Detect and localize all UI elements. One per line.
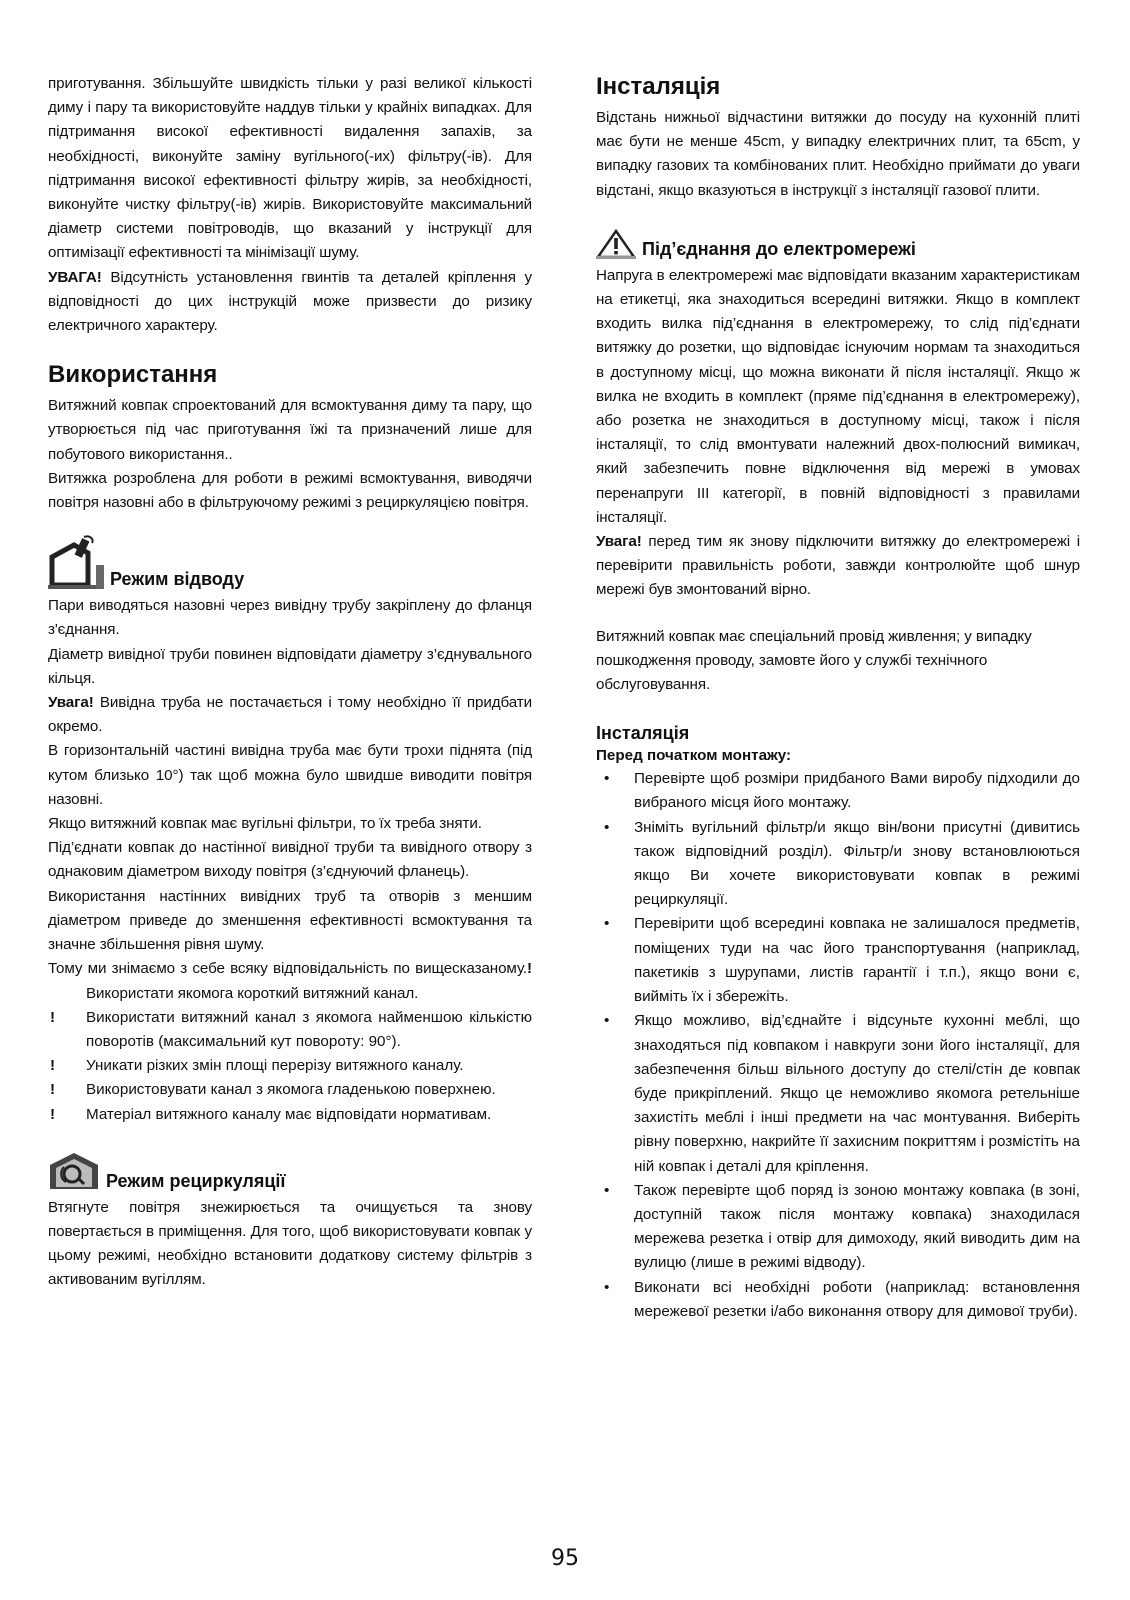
- intro-warning: [48, 266, 532, 339]
- exclamation-mark: !: [50, 1057, 56, 1075]
- electric-paragraph-2: Витяжний ковпак має спеціальний провід живлення; у випадку пошкодження проводу, замовте його у службі технічного обслуговування.: [596, 627, 1032, 694]
- list-item-text: Використати витяжний канал з якомога найменшою кількістю поворотів (максимальний кут повороту: 90°).: [86, 1008, 532, 1050]
- list-item-text: Використовувати канал з якомога гладенькою поверхнею.: [86, 1081, 496, 1099]
- exhaust-paragraph-5: Під’єднати ковпак до настінної вивідної труби та вивідного отвору з однаковим діаметром виходу повітря (з’єднуючий фланець).: [48, 839, 532, 881]
- exhaust-paragraph-6: Використання настінних вивідних труб та отворів з меншим діаметром приведе до зменшення ефективності всмоктування та значне збільшення рівня шуму.: [48, 887, 532, 954]
- bullet-mark: •: [604, 1181, 610, 1199]
- list-item: [48, 1054, 532, 1078]
- usage-paragraph-1: Витяжний ковпак спроектований для всмоктування диму та пару, що утворюється під час приготування їжі та призначений лише для побутового використання..: [48, 397, 532, 463]
- bullet-mark: •: [604, 1012, 610, 1030]
- warning-label: Увага!: [48, 694, 94, 712]
- list-item-text: Перевірте щоб розміри придбаного Вами виробу підходили до вибраного місця його монтажу.: [634, 770, 1080, 812]
- recirc-paragraph: Втягнуте повітря знежирюється та очищується та знову повертається в приміщення. Для того, щоб використовувати ковпак у цьому режимі, необхідно встановити додаткову систему фільтрів з активованим вугіллям.: [48, 1198, 532, 1289]
- exhaust-bullet-list: [48, 1006, 532, 1127]
- exhaust-p7-text-b: Використати якомога короткий витяжний канал.: [86, 984, 419, 1002]
- electric-paragraph-1: Напруга в електромережі має відповідати вказаним характеристикам на етикетці, яка знаходиться всередині витяжки. Якщо в комплект входить вилка під’єднання в електромережу, то слід під’єднати витяжку до розетки, що відповідає існуючим нормам та знаходиться в доступному місці, що можна виконати й після інсталяції. Якщо ж вилка не входить в комплект (пряме під’єднання в електромережу), або розетка не знаходиться в доступному місці, також і після інсталяції, то слід вмонтувати належний двох-полюсний вимикач, який забезпечить повне відключення від мережі в умовах перенапруги ІІІ категорії, в повній відповідності з правилами інсталяції.: [596, 266, 1080, 526]
- list-item: [596, 1276, 1080, 1324]
- installation-paragraph: Відстань нижньої відчастини витяжки до посуду на кухонній плиті має бути не менше 45cm, у випадку електричних плит, та 65cm, у випадку газових та комбінованих плит. Необхідно приймати до уваги відстані, якщо вказуються в інструкції з інсталяції газової плити.: [596, 109, 1080, 199]
- before-installation-list: [596, 767, 1080, 1324]
- usage-paragraph-2: Витяжка розроблена для роботи в режимі всмоктування, виводячи повітря назовні або в фільтруючому режимі з рециркуляцією повітря.: [48, 469, 532, 512]
- recirculation-mode-icon: [48, 1151, 100, 1196]
- right-column: [596, 72, 1080, 1324]
- bullet-mark: •: [604, 915, 610, 933]
- exclamation-mark: !: [50, 1105, 56, 1123]
- bullet-mark: •: [604, 818, 610, 836]
- list-item: [48, 1078, 532, 1102]
- warning-triangle-icon: [596, 229, 636, 264]
- exclamation-mark: !: [50, 1081, 56, 1099]
- list-item-text: Виконати всі необхідні роботи (наприклад: встановлення мережевої резетки і/або виконання отвору для димової труби).: [634, 1278, 1080, 1320]
- list-item: [596, 912, 1080, 1009]
- exclamation-mark: !: [527, 960, 532, 978]
- left-column: [48, 72, 532, 1293]
- electric-title: Під’єднання до електромережі: [642, 238, 916, 259]
- warning-text: перед тим як знову підключити витяжку до електромережі і перевірити правильність роботи, завжди контролюйте щоб шнур мережі був змонтований вірно.: [596, 533, 1080, 599]
- bullet-mark: •: [604, 1278, 610, 1296]
- list-item-text: Перевірити щоб всередині ковпака не залишалося предметів, поміщених туди на час його транспортування (наприклад, пакетиків з шурупами, листів гарантії і т.п.), якщо вони є, вийміть їх і збережіть.: [634, 915, 1080, 1006]
- electric-warning: [596, 530, 1080, 603]
- list-item: [596, 816, 1080, 913]
- exhaust-paragraph-4: Якщо витяжний ковпак має вугільні фільтри, то їх треба зняти.: [48, 815, 482, 833]
- exhaust-paragraph-1: Пари виводяться назовні через вивідну трубу закріплену до фланця з'єднання.: [48, 597, 532, 639]
- list-item: [596, 767, 1080, 815]
- exhaust-paragraph-2: Діаметр вивідної труби повинен відповідати діаметру з’єднувального кільця.: [48, 645, 532, 687]
- electric-heading: [596, 229, 1080, 264]
- exhaust-p7-text-a: Тому ми знімаємо з себе всяку відповідальність по вищесказаному.: [48, 960, 528, 978]
- warning-label: УВАГА!: [48, 268, 102, 286]
- list-item: [48, 1103, 532, 1127]
- exhaust-title: Режим відводу: [110, 569, 245, 590]
- recirc-heading: [48, 1151, 532, 1196]
- recirc-title: Режим рециркуляції: [106, 1170, 286, 1191]
- list-item-text: Зніміть вугільний фільтр/и якщо він/вони присутні (дивитись також відповідний розділ). Фільтр/и знову встановлюються якщо Ви хочете використовувати ковпак в режимі рециркуляції.: [634, 818, 1080, 909]
- spacer: [596, 603, 1080, 625]
- list-item: [596, 1009, 1080, 1178]
- exhaust-mode-icon: [48, 535, 104, 594]
- warning-text: Вивідна труба не постачається і тому необхідно її придбати окремо.: [48, 694, 532, 736]
- list-item-text: Матеріал витяжного каналу має відповідати нормативам.: [86, 1105, 492, 1123]
- exhaust-warning: [48, 691, 532, 739]
- exhaust-paragraph-3: В горизонтальній частині вивідна труба має бути трохи піднята (під кутом близько 10°) так щоб можна було швидше виводити повітря назовні.: [48, 742, 532, 808]
- list-item-text: Також перевірте щоб поряд із зоною монтажу ковпака (в зоні, доступній також після монтажу ковпака) знаходилася мережева резетка і отвір для димоходу, який виводить дим на вулицю (лише в режимі відводу).: [634, 1181, 1080, 1272]
- page-number: 95: [551, 1546, 579, 1571]
- exhaust-heading: [48, 535, 532, 594]
- list-item-text: Якщо можливо, від’єднайте і відсуньте кухонні меблі, що знаходяться під ковпаком і навкруги зони його інсталяції, для забезпечення більш вільного доступу до стелі/стін де ковпак буде прикріплений. Якщо це неможливо якомога ретельніше захистіть меблі і інші предмети на час монтування. Виберіть рівну поверхню, накрийте її захисним покриттям і розмістіть на ній ковпак і деталі для кріплення.: [634, 1012, 1080, 1175]
- warning-label: Увага!: [596, 533, 642, 551]
- warning-text: Відсутність установлення гвинтів та деталей кріплення у відповідності до цих інструкцій може призвести до ризику електричного характеру.: [48, 268, 532, 335]
- list-item: [48, 1006, 532, 1054]
- bullet-mark: •: [604, 770, 610, 788]
- usage-title: Використання: [48, 361, 218, 389]
- intro-paragraph: приготування. Збільшуйте швидкість тільки у разі великої кількості диму і пару та використовуйте наддув тільки у крайніх випадках. Для підтримання високої ефективності видалення запахів, за необхідності, виконуйте заміну вугільного(-их) фільтру(-ів). Для підтримання високої ефективності фільтру жирів, за необхідності, виконуйте чистку фільтру(-ів) жирів. Використовуйте максимальний діаметр системи повітроводів, що вказаний у інструкції для оптимізації ефективності та мінімізації шуму.: [48, 75, 532, 262]
- installation-title: Інсталяція: [596, 73, 721, 100]
- exclamation-mark: !: [50, 1008, 56, 1026]
- exhaust-paragraph-7: [48, 957, 532, 1005]
- installation-subtitle: Інсталяція: [596, 723, 690, 744]
- before-installation-title: Перед початком монтажу:: [596, 747, 792, 765]
- list-item-text: Уникати різких змін площі перерізу витяжного каналу.: [86, 1057, 464, 1075]
- list-item: [596, 1179, 1080, 1276]
